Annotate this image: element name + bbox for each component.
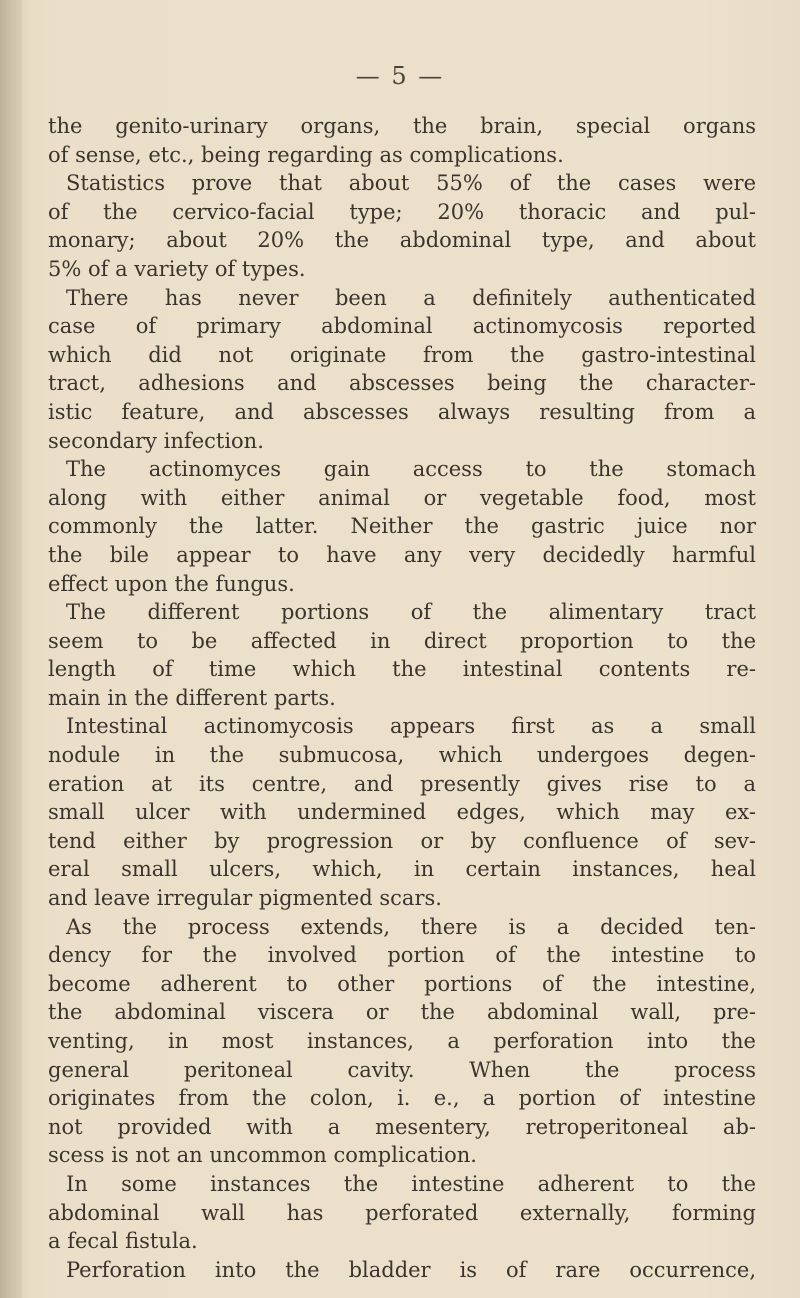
text-line: scess is not an uncommon complication.	[48, 1143, 477, 1168]
text-line: The actinomyces gain access to the stomach	[66, 457, 756, 482]
text-line: eration at its centre, and presently gives rise to a	[48, 771, 756, 796]
text-line: monary; about 20% the abdominal type, and about	[48, 228, 756, 253]
text-line: general peritoneal cavity. When the process	[48, 1057, 756, 1082]
paragraph	[48, 712, 756, 912]
text-line: not provided with a mesentery, retroperitoneal ab-	[48, 1114, 756, 1139]
body-text	[48, 112, 756, 1284]
text-line: dency for the involved portion of the intestine to	[48, 943, 756, 968]
text-line: case of primary abdominal actinomycosis reported	[48, 314, 756, 339]
text-line: along with either animal or vegetable food, most	[48, 485, 756, 510]
paragraph	[48, 284, 756, 456]
text-line: length of time which the intestinal contents re-	[48, 657, 756, 682]
text-line: Intestinal actinomycosis appears first as a small	[66, 714, 756, 739]
text-line: of the cervico-facial type; 20% thoracic and pul-	[48, 199, 756, 224]
text-line: The different portions of the alimentary tract	[66, 600, 756, 625]
page-number: — 5 —	[355, 62, 445, 90]
paragraph	[48, 112, 756, 169]
text-line: the bile appear to have any very decidedly harmful	[48, 542, 756, 567]
text-line: a fecal fistula.	[48, 1229, 198, 1254]
paragraph	[48, 598, 756, 712]
text-line: the abdominal viscera or the abdominal wall, pre-	[48, 1000, 756, 1025]
text-line: which did not originate from the gastro-intestinal	[48, 342, 756, 367]
text-line: tend either by progression or by confluence of sev-	[48, 828, 756, 853]
text-line: small ulcer with undermined edges, which may ex-	[48, 800, 756, 825]
paragraph	[48, 455, 756, 598]
paragraph	[48, 1256, 756, 1285]
text-line: originates from the colon, i. e., a portion of intestine	[48, 1086, 756, 1111]
text-line: In some instances the intestine adherent to the	[66, 1171, 756, 1196]
text-line: commonly the latter. Neither the gastric juice nor	[48, 514, 756, 539]
paragraph	[48, 169, 756, 283]
text-line: 5% of a variety of types.	[48, 256, 306, 281]
text-line: nodule in the submucosa, which undergoes degen-	[48, 743, 756, 768]
text-line: venting, in most instances, a perforation into the	[48, 1029, 756, 1053]
text-line: eral small ulcers, which, in certain instances, heal	[48, 857, 756, 882]
text-line: seem to be affected in direct proportion to the	[48, 628, 756, 653]
text-line: tract, adhesions and abscesses being the character-	[48, 371, 756, 396]
text-line: secondary infection.	[48, 428, 264, 453]
text-line: the genito-urinary organs, the brain, special organs	[48, 114, 756, 138]
paragraph	[48, 1170, 756, 1256]
text-line: There has never been a definitely authenticated	[66, 285, 756, 310]
text-line: istic feature, and abscesses always resulting from a	[48, 399, 756, 424]
text-line: become adherent to other portions of the intestine,	[48, 971, 756, 996]
text-line: and leave irregular pigmented scars.	[48, 886, 442, 911]
text-line: Statistics prove that about 55% of the cases were	[66, 171, 756, 196]
paragraph	[48, 913, 756, 1170]
text-line: Perforation into the bladder is of rare occurrence,	[66, 1257, 756, 1282]
text-line: As the process extends, there is a decided ten-	[66, 914, 756, 939]
page-gutter-shadow	[0, 0, 22, 1298]
text-line: main in the different parts.	[48, 685, 336, 710]
text-line: of sense, etc., being regarding as complications.	[48, 142, 564, 167]
text-line: effect upon the fungus.	[48, 571, 295, 596]
text-line: abdominal wall has perforated externally, forming	[48, 1200, 756, 1225]
